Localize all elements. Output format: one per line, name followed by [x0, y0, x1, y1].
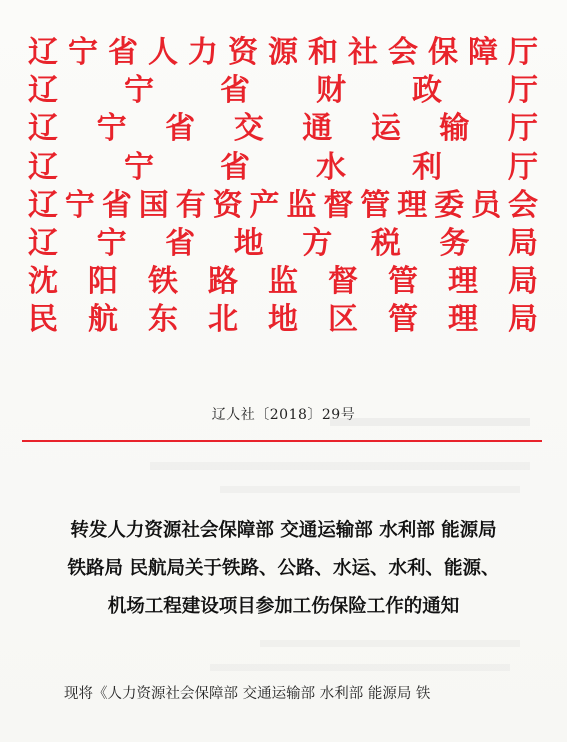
issuer-char: 监: [286, 187, 317, 223]
issuer-char: 利: [412, 149, 442, 185]
issuer-char: 厅: [508, 73, 538, 109]
issuer-char: 员: [471, 187, 502, 223]
issuer-char: 会: [388, 35, 418, 70]
issuer-char: 理: [448, 264, 478, 300]
issuer-char: 宁: [124, 73, 154, 109]
issuer-line: [28, 227, 538, 261]
issuer-char: 厅: [508, 149, 538, 185]
issuer-char: 通: [302, 111, 333, 147]
title-line: 转发人力资源社会保障部 交通运输部 水利部 能源局: [70, 520, 497, 541]
issuer-char: 东: [148, 302, 178, 338]
issuer-char: 源: [268, 35, 298, 70]
issuer-char: 地: [268, 302, 298, 338]
issuer-char: 资: [228, 35, 258, 70]
issuer-char: 产: [249, 187, 280, 223]
issuer-line: [28, 189, 538, 223]
red-separator-line: [22, 440, 542, 442]
issuer-char: 输: [439, 111, 470, 147]
issuer-char: 地: [233, 225, 264, 261]
issuer-char: 省: [165, 225, 196, 261]
issuer-line: [28, 112, 538, 146]
issuer-char: 障: [468, 35, 498, 70]
body-opening-line: 现将《人力资源社会保障部 交通运输部 水利部 能源局 铁: [64, 686, 431, 702]
issuer-char: 辽: [28, 111, 58, 147]
bleed-through-mark: [220, 486, 520, 493]
bleed-through-mark: [260, 640, 520, 647]
issuer-char: 委: [434, 187, 465, 223]
issuer-char: 宁: [96, 111, 127, 147]
issuer-char: 管: [388, 264, 418, 300]
issuer-char: 辽: [28, 35, 58, 70]
issuer-char: 局: [507, 225, 538, 261]
issuer-char: 税: [370, 225, 401, 261]
issuer-char: 理: [448, 302, 478, 338]
issuer-char: 北: [208, 302, 238, 338]
bleed-through-mark: [210, 664, 510, 671]
issuer-char: 社: [348, 35, 378, 70]
issuer-char: 交: [233, 111, 264, 147]
issuer-char: 水: [316, 149, 346, 185]
bleed-through-mark: [330, 418, 530, 426]
issuer-char: 保: [428, 35, 458, 70]
issuer-char: 辽: [28, 187, 58, 223]
issuer-char: 理: [397, 187, 428, 223]
issuer-char: 省: [165, 111, 196, 147]
issuer-char: 力: [188, 35, 218, 70]
document-number: 辽人社〔2018〕29号: [211, 407, 356, 423]
issuer-char: 省: [108, 35, 138, 70]
issuer-char: 方: [302, 225, 333, 261]
issuer-char: 管: [388, 302, 418, 338]
issuer-char: 监: [268, 264, 298, 300]
issuer-char: 宁: [64, 187, 95, 223]
title-line: 铁路局 民航局关于铁路、公路、水运、水利、能源、: [67, 558, 500, 579]
issuer-char: 宁: [124, 149, 154, 185]
issuer-char: 管: [360, 187, 391, 223]
issuer-char: 阳: [88, 264, 118, 300]
issuer-char: 航: [88, 302, 118, 338]
issuer-char: 国: [138, 187, 169, 223]
issuer-line: [28, 151, 538, 185]
issuer-char: 政: [412, 73, 442, 109]
title-line: 机场工程建设项目参加工伤保险工作的通知: [107, 596, 460, 617]
issuer-char: 局: [508, 302, 538, 338]
issuer-char: 局: [508, 264, 538, 300]
issuer-char: 会: [507, 187, 538, 223]
issuer-char: 辽: [28, 73, 58, 109]
issuer-char: 辽: [28, 225, 58, 261]
issuer-line: [28, 74, 538, 108]
issuer-char: 资: [212, 187, 243, 223]
issuer-char: 厅: [508, 35, 538, 70]
issuer-char: 宁: [96, 225, 127, 261]
issuer-char: 运: [370, 111, 401, 147]
issuer-char: 区: [328, 302, 358, 338]
issuer-line: [28, 303, 538, 337]
issuer-char: 人: [148, 35, 178, 70]
bleed-through-mark: [150, 462, 530, 470]
issuer-char: 务: [439, 225, 470, 261]
issuing-authorities-header: [28, 36, 538, 342]
issuer-char: 宁: [68, 35, 98, 70]
issuer-char: 和: [308, 35, 338, 70]
notice-title: [0, 512, 567, 626]
issuer-char: 路: [208, 264, 238, 300]
issuer-char: 督: [323, 187, 354, 223]
issuer-char: 省: [220, 73, 250, 109]
issuer-char: 沈: [28, 264, 58, 300]
issuer-char: 辽: [28, 149, 58, 185]
issuer-line: [28, 265, 538, 299]
issuer-line: [28, 36, 538, 70]
issuer-char: 督: [328, 264, 358, 300]
issuer-char: 财: [316, 73, 346, 109]
issuer-char: 省: [220, 149, 250, 185]
issuer-char: 铁: [148, 264, 178, 300]
issuer-char: 省: [101, 187, 132, 223]
issuer-char: 民: [28, 302, 58, 338]
issuer-char: 厅: [507, 111, 538, 147]
issuer-char: 有: [175, 187, 206, 223]
